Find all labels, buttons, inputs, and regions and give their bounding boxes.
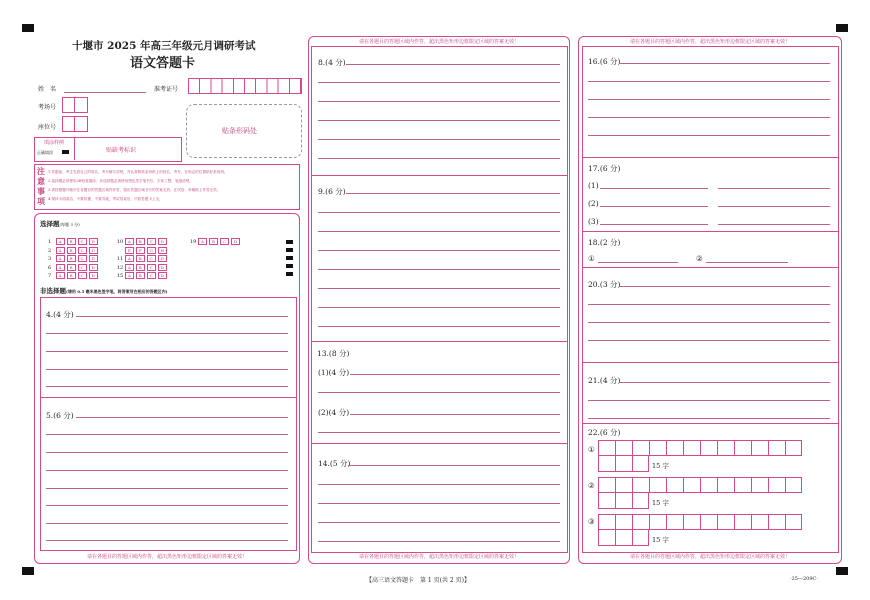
q18-2-label: ② [696, 254, 703, 263]
q22-label: 22.(6 分) [588, 428, 621, 437]
q13-label: 13.(8 分) [317, 349, 350, 358]
q22-1-label: ① [588, 445, 595, 454]
q13-2-label: (2)(4 分) [318, 408, 350, 417]
q22-1-word-count: 15 字 [652, 462, 669, 470]
choice-row: 6 A B C D 12 A B C D [48, 264, 242, 273]
correct-fill-mark [62, 150, 69, 154]
q22-2-word-count: 15 字 [652, 499, 669, 507]
warning-left: 请在各题目的答题区域内作答，超出黑色矩形边框限定区域的答案无效！ [86, 554, 247, 560]
q16-label: 16.(6 分) [588, 57, 621, 66]
choice-title: 选择题(每题 3 分) [40, 220, 80, 228]
corner-mark-bottom-left [22, 567, 34, 575]
q14-label: 14.(5 分) [318, 459, 351, 468]
mid-frame [311, 46, 568, 553]
nonchoice-title: 非选择题(请用 0.5 毫米黑色签字笔，将答案写在相应的答题区内) [40, 287, 168, 295]
timing-mark [286, 264, 293, 268]
exam-title: 十堰市 2025 年高三年级元月调研考试 [72, 40, 256, 52]
choice-row: 7 A B C D 15 A B C D [48, 272, 242, 281]
corner-mark-top-left [22, 24, 34, 32]
warning-mid-top: 请在各题目的答题区域内作答，超出黑色矩形边框限定区域的答案无效！ [358, 39, 519, 45]
q17-2-label: (2) [588, 199, 599, 208]
q18-1-label: ① [588, 254, 595, 263]
correct-fill-label: 正确填涂 [37, 150, 53, 155]
choice-row: 2 A B C D E F G H [48, 247, 242, 256]
exam-no-boxes[interactable] [188, 78, 302, 94]
q9-label: 9.(6 分) [318, 187, 346, 196]
warning-right-bottom: 请在各题目的答题区域内作答，超出黑色矩形边框限定区域的答案无效！ [629, 554, 790, 560]
q20-label: 20.(3 分) [588, 280, 621, 289]
name-field[interactable] [64, 92, 146, 93]
q22-3-grid-bottom[interactable] [598, 530, 649, 546]
paper-code: ·25—209C· [790, 576, 818, 582]
choice-row: 1 A B C D 10 A B C D 19 A B C D [48, 238, 242, 247]
q22-1-grid-top[interactable] [598, 440, 802, 456]
corner-mark-bottom-right [836, 567, 848, 575]
timing-mark [286, 248, 293, 252]
q22-2-grid-bottom[interactable] [598, 493, 649, 509]
warning-mid-bottom: 请在各题目的答题区域内作答，超出黑色矩形边框限定区域的答案无效！ [358, 554, 519, 560]
q22-2-label: ② [588, 481, 595, 490]
q22-2-grid-top[interactable] [598, 477, 802, 493]
choice-grid [48, 238, 242, 281]
q13-1-label: (1)(4 分) [318, 368, 350, 377]
name-label: 姓 名 [38, 86, 57, 93]
choice-row: 3 A B C D 11 A B C D [48, 255, 242, 264]
fill-example-label: 填涂样例 [44, 140, 65, 146]
seat-boxes[interactable] [62, 116, 88, 132]
warning-right-top: 请在各题目的答题区域内作答，超出黑色矩形边框限定区域的答案无效！ [629, 39, 790, 45]
seat-label: 座位号 [38, 124, 57, 131]
q21-label: 21.(4 分) [588, 376, 621, 385]
room-boxes[interactable] [62, 97, 88, 113]
q4-5-frame [40, 297, 297, 551]
q22-1-grid-bottom[interactable] [598, 456, 649, 472]
timing-mark [286, 272, 293, 276]
q8-label: 8.(4 分) [318, 58, 346, 67]
corner-mark-top-right [836, 24, 848, 32]
q17-1-label: (1) [588, 181, 599, 190]
barcode-label: 贴条形码处 [222, 127, 257, 135]
q5-label: 5.(6 分) [46, 411, 74, 420]
absent-label: 贴缺考标识 [106, 147, 137, 154]
timing-mark [286, 240, 293, 244]
notice-chars: 注 意 事 项 [37, 166, 45, 206]
room-label: 考场号 [38, 104, 57, 111]
q4-label: 4.(4 分) [46, 310, 74, 319]
q22-3-word-count: 15 字 [652, 536, 669, 544]
q17-label: 17.(6 分) [588, 164, 621, 173]
card-title: 语文答题卡 [130, 56, 196, 71]
q18-label: 18.(2 分) [588, 238, 621, 247]
timing-mark [286, 256, 293, 260]
exam-no-label: 准考证号 [154, 86, 179, 93]
page-footer: 【高三语文答题卡 第 1 页(共 2 页)】 [366, 577, 470, 584]
q22-3-label: ③ [588, 517, 595, 526]
q17-3-label: (3) [588, 217, 599, 226]
q22-3-grid-top[interactable] [598, 514, 802, 530]
notice-text: 1.答题前，考生先将自己的姓名、考号填写清楚，并认真核准条形码上的姓名、考号，在规定的位置贴好条形码。 2.选择题必须使用2B铅笔填涂；非选择题必须使用黑色签字笔书写，字体工整，笔迹清楚。 3.请按照题号顺序在各题目的答题区域内作答，超出答题区域书写的答案无效；在试卷、草稿纸上作答无效。 4.保持卡面清洁，不要折叠，不要弄破，考试结束后，只收答题卡上交。 [48, 170, 228, 201]
